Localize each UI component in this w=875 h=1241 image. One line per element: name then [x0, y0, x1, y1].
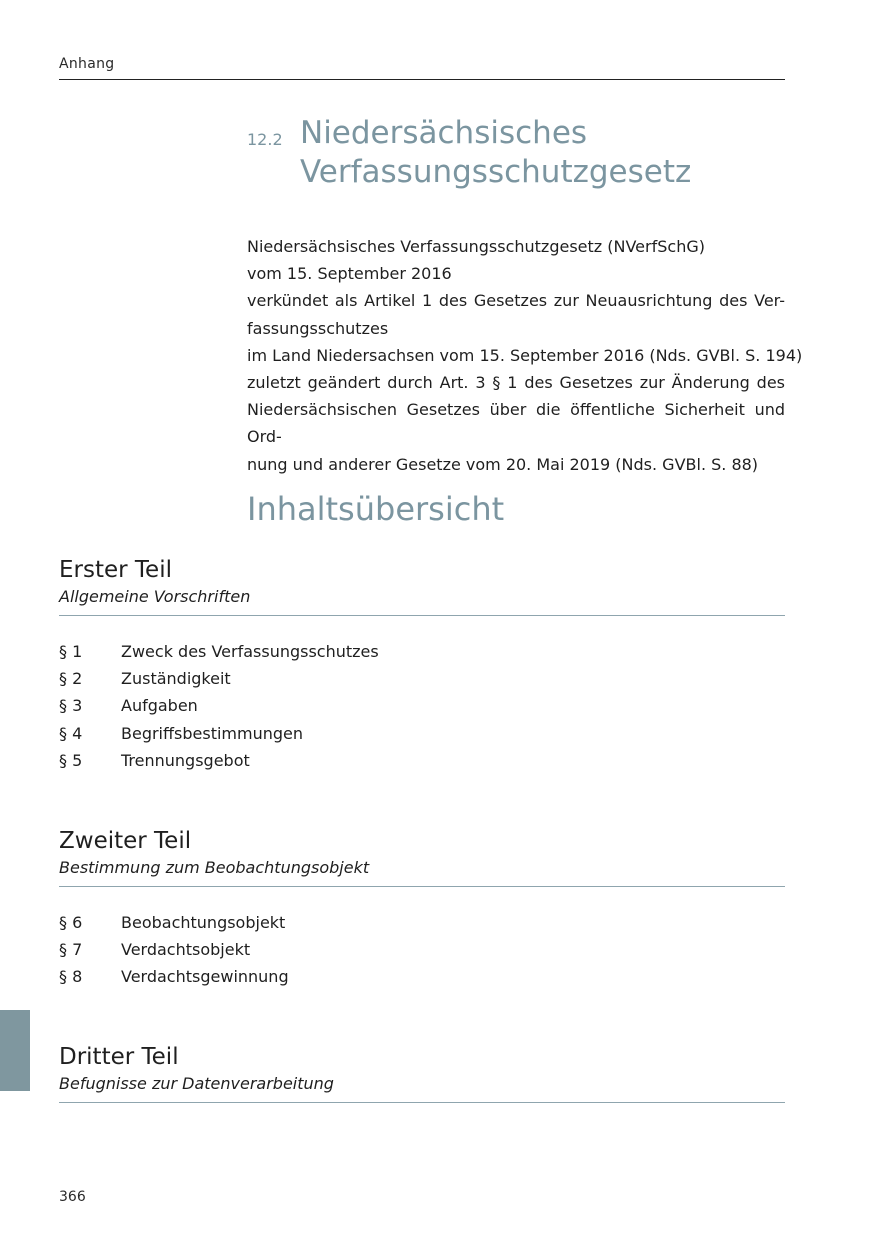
part-heading-1 — [59, 555, 785, 616]
paragraph-label: Verdachtsobjekt — [121, 940, 251, 960]
citation-line: Niedersächsischen Gesetzes über die öffentliche Sicherheit und Ord- — [247, 400, 785, 447]
toc-entry[interactable] — [59, 638, 785, 665]
toc-list-part-2 — [59, 909, 785, 991]
paragraph-label: Verdachtsgewinnung — [121, 967, 289, 987]
part-subtitle: Allgemeine Vorschriften — [59, 587, 251, 606]
part-subtitle: Befugnisse zur Datenverarbeitung — [59, 1074, 334, 1093]
part-rule — [59, 886, 785, 887]
paragraph-number: § 8 — [59, 967, 83, 987]
header-rule — [59, 79, 785, 80]
part-rule — [59, 615, 785, 616]
paragraph-label: Zweck des Verfassungsschutzes — [121, 642, 379, 661]
citation-line: vom 15. September 2016 — [247, 264, 452, 284]
paragraph-number: § 5 — [59, 750, 83, 770]
page-number: 366 — [59, 1189, 86, 1205]
paragraph-label: Begriffsbestimmungen — [121, 723, 304, 743]
toc-entry[interactable] — [59, 747, 785, 774]
part-title: Zweiter Teil — [59, 828, 192, 854]
citation-line: nung und anderer Gesetze vom 20. Mai 2019 (Nds. GVBl. S. 88) — [247, 454, 759, 474]
toc-entry[interactable] — [59, 720, 785, 747]
citation-line: fassungsschutzes — [247, 318, 389, 338]
part-subtitle: Bestimmung zum Beobachtungsobjekt — [59, 858, 370, 877]
section-number: 12.2 — [247, 130, 283, 149]
section-title-line-1: Niedersächsisches — [300, 115, 588, 151]
paragraph-number: § 7 — [59, 940, 83, 960]
paragraph-label: Aufgaben — [121, 696, 198, 716]
citation-line: zuletzt geändert durch Art. 3 § 1 des Gesetzes zur Änderung des — [247, 373, 785, 393]
paragraph-label: Zuständigkeit — [121, 669, 231, 689]
part-rule — [59, 1102, 785, 1103]
part-title: Dritter Teil — [59, 1044, 179, 1070]
toc-list-part-1 — [59, 638, 785, 774]
toc-entry[interactable] — [59, 909, 785, 936]
section-title-line-2: Verfassungsschutzgesetz — [300, 154, 692, 190]
citation-line: Niedersächsisches Verfassungsschutzgesetz (NVerfSchG) — [247, 237, 705, 256]
paragraph-number: § 1 — [59, 642, 83, 661]
paragraph-label: Trennungsgebot — [121, 750, 250, 770]
toc-entry[interactable] — [59, 692, 785, 719]
part-title: Erster Teil — [59, 557, 172, 583]
law-citation — [247, 233, 803, 478]
paragraph-label: Beobachtungsobjekt — [121, 913, 286, 932]
paragraph-number: § 4 — [59, 723, 83, 743]
toc-entry[interactable] — [59, 665, 785, 692]
toc-title: Inhaltsübersicht — [247, 490, 505, 528]
paragraph-number: § 2 — [59, 669, 83, 689]
citation-line: im Land Niedersachsen vom 15. September 2016 (Nds. GVBl. S. 194) — [247, 345, 803, 365]
citation-line: verkündet als Artikel 1 des Gesetzes zur Neuausrichtung des Ver- — [247, 291, 785, 311]
section-title — [300, 114, 691, 192]
toc-entry[interactable] — [59, 936, 785, 963]
part-heading-3 — [59, 1042, 785, 1103]
chapter-thumb-tab — [0, 1010, 30, 1091]
paragraph-number: § 6 — [59, 913, 83, 932]
running-head: Anhang — [59, 56, 115, 72]
toc-entry[interactable] — [59, 963, 785, 990]
part-heading-2 — [59, 826, 785, 887]
paragraph-number: § 3 — [59, 696, 83, 716]
